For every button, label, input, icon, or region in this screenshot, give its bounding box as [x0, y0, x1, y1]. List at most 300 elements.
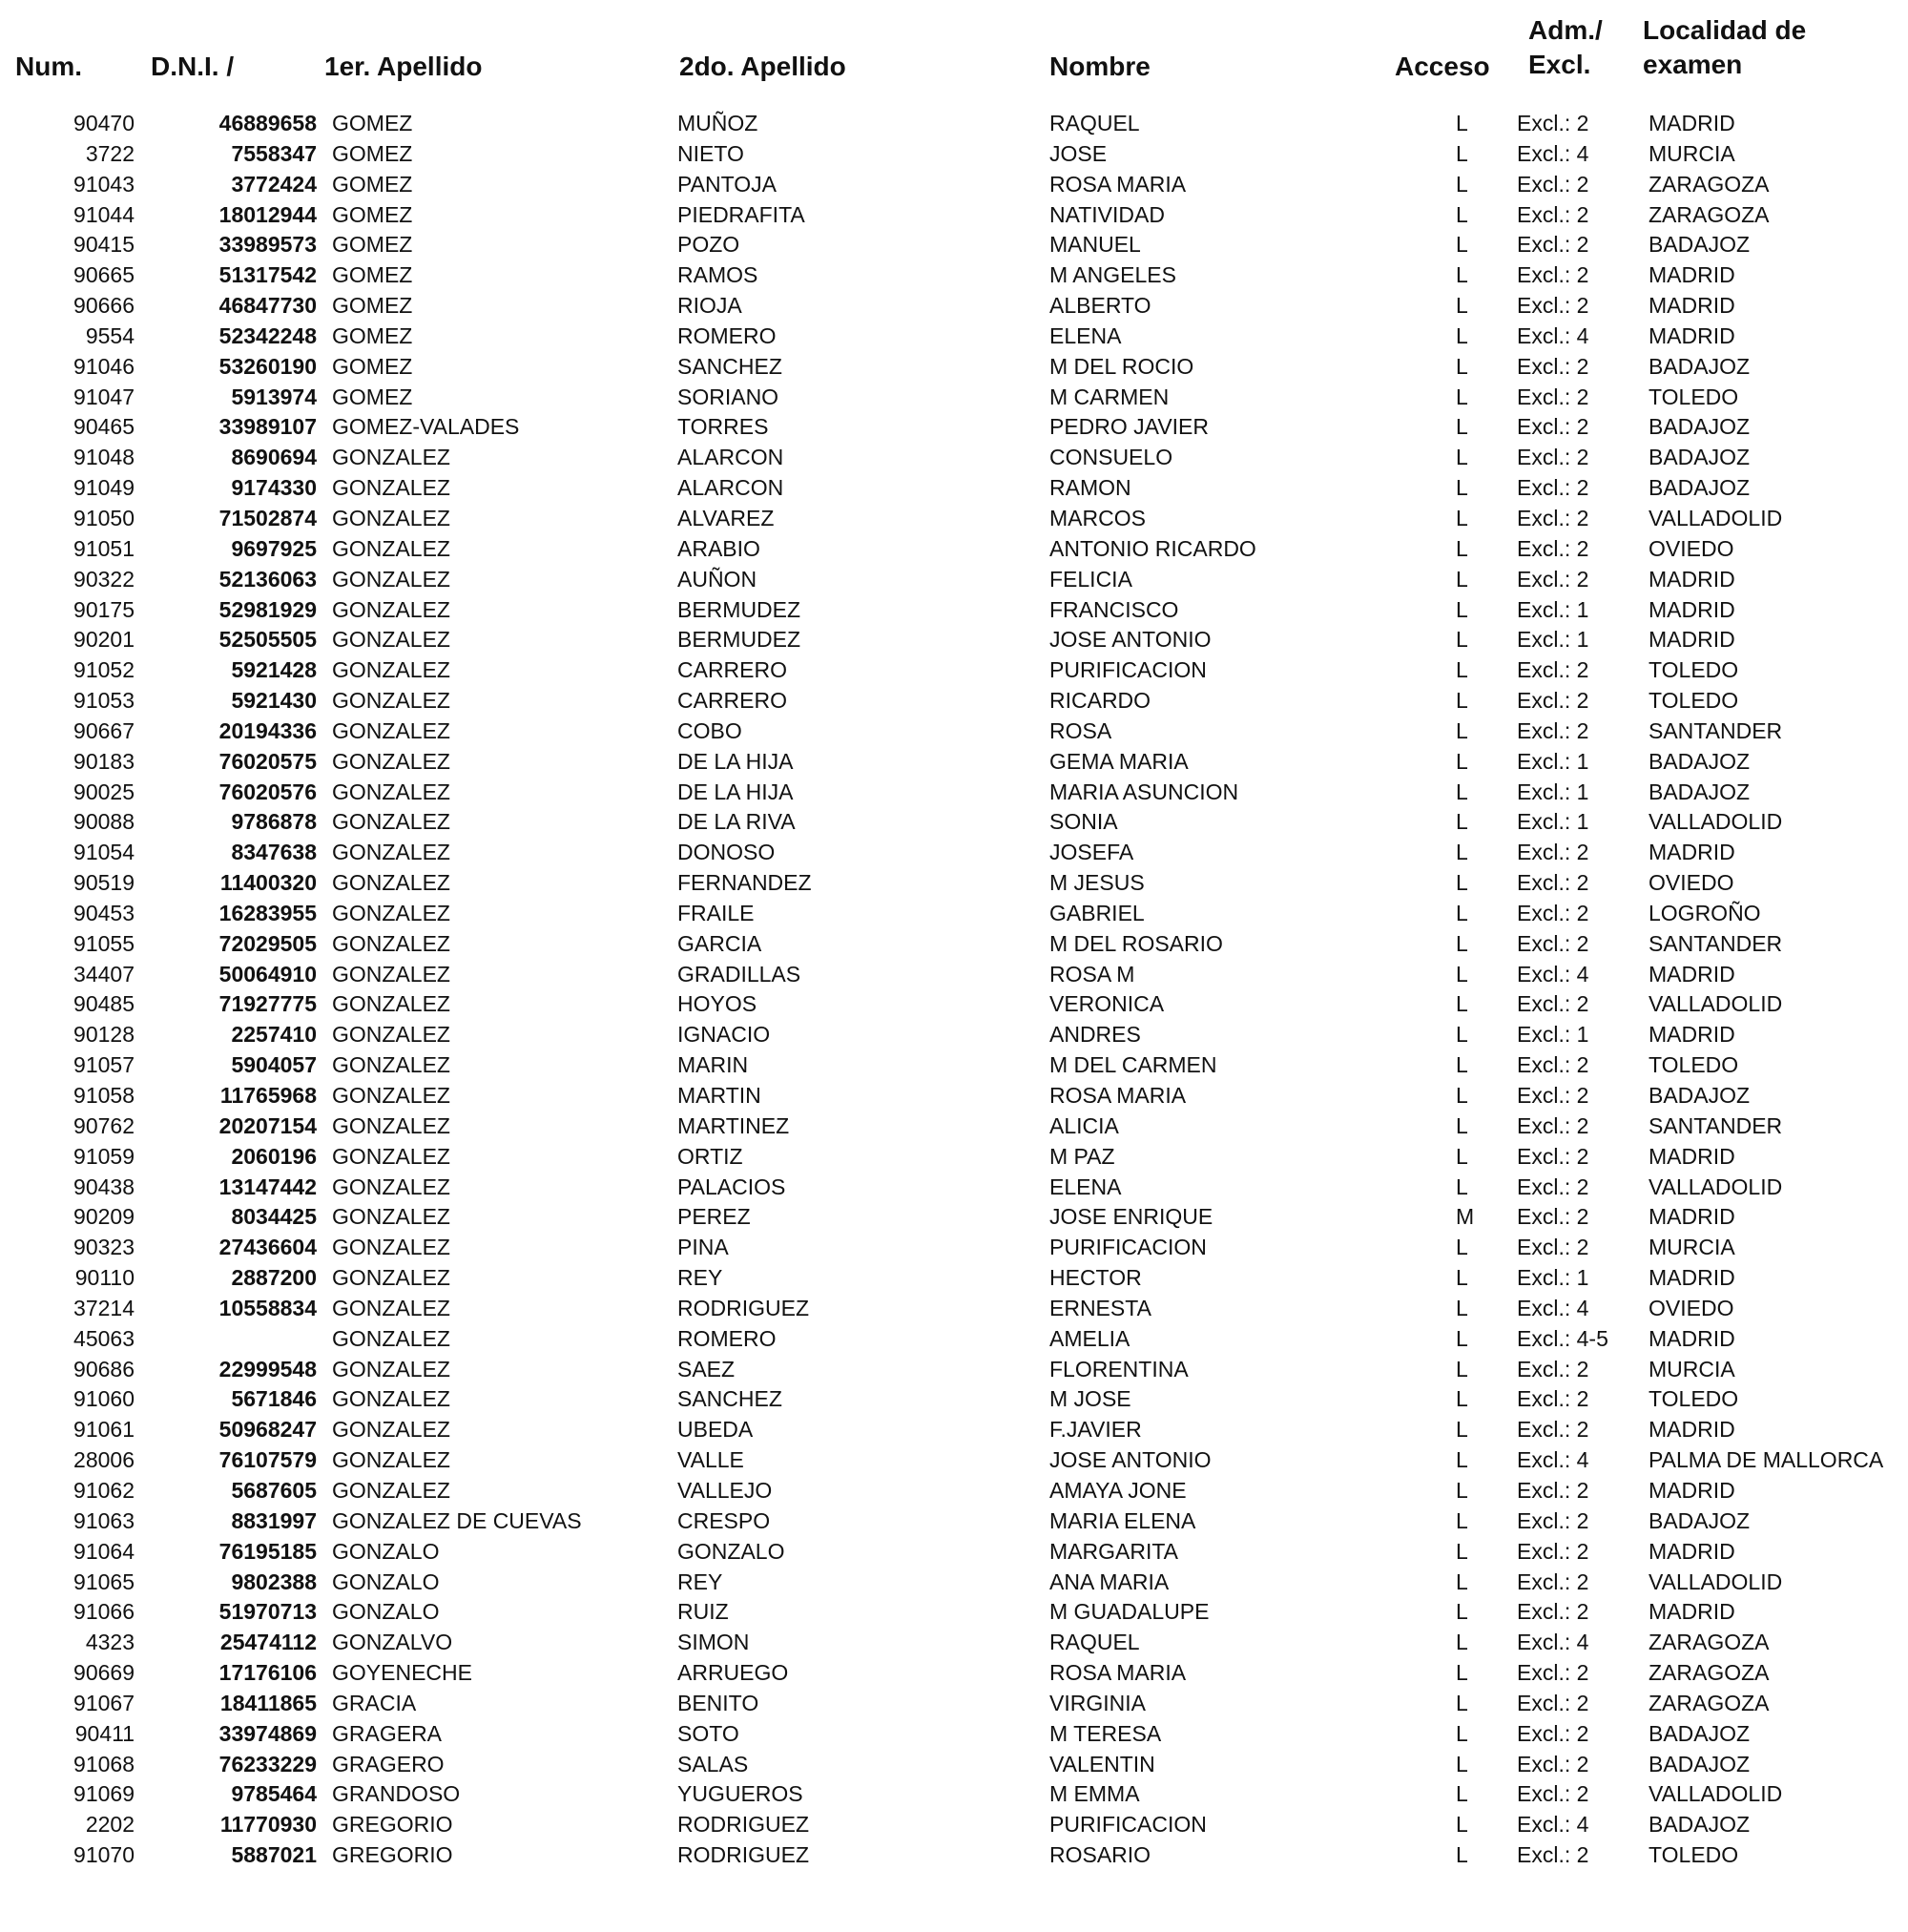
cell-num: 45063 [73, 1325, 135, 1351]
cell-num: 91068 [73, 1751, 135, 1776]
cell-adm-excl: Excl.: 2 [1517, 1781, 1589, 1807]
cell-acceso: L [1456, 111, 1468, 135]
cell-localidad: MADRID [1649, 293, 1735, 319]
cell-nombre: PURIFICACION [1049, 657, 1207, 683]
cell-localidad: MADRID [1649, 1477, 1735, 1503]
header-apellido-2: 2do. Apellido [679, 52, 846, 81]
cell-nombre: ROSA MARIA [1049, 1660, 1187, 1686]
table-row [0, 1263, 1908, 1294]
cell-dni: 33989573 [218, 232, 317, 258]
cell-dni: 5904057 [231, 1052, 317, 1078]
cell-apellido-2: DE LA HIJA [677, 748, 794, 774]
cell-apellido-1: GONZALEZ [332, 1417, 450, 1443]
cell-dni: 18012944 [218, 201, 317, 227]
cell-apellido-1: GONZALEZ [332, 1204, 450, 1230]
cell-acceso: L [1456, 991, 1468, 1017]
cell-apellido-1: GONZALEZ [332, 809, 450, 835]
cell-apellido-2: REY [677, 1265, 723, 1291]
cell-apellido-1: GONZALEZ [332, 717, 450, 743]
cell-localidad: MADRID [1649, 262, 1735, 288]
cell-nombre: M ANGELES [1049, 262, 1176, 288]
cell-adm-excl: Excl.: 2 [1517, 1538, 1589, 1564]
cell-num: 91052 [73, 657, 135, 683]
cell-nombre: M JOSE [1049, 1386, 1131, 1412]
table-row [0, 717, 1908, 747]
cell-num: 9554 [85, 322, 135, 348]
cell-localidad: VALLADOLID [1649, 1781, 1783, 1807]
cell-acceso: L [1456, 1265, 1468, 1291]
cell-localidad: VALLADOLID [1649, 809, 1783, 835]
cell-nombre: CONSUELO [1049, 445, 1173, 470]
cell-apellido-2: AUÑON [677, 566, 757, 592]
cell-dni: 8690694 [231, 445, 317, 470]
table-row [0, 322, 1908, 352]
cell-apellido-2: GRADILLAS [677, 961, 801, 987]
cell-acceso: L [1456, 1842, 1468, 1868]
cell-apellido-2: PIEDRAFITA [677, 201, 805, 227]
cell-dni: 22999548 [218, 1356, 317, 1381]
cell-num: 90411 [74, 1720, 135, 1746]
table-row [0, 352, 1908, 383]
cell-acceso: L [1456, 566, 1468, 592]
cell-apellido-1: GOMEZ [332, 111, 413, 135]
cell-nombre: PEDRO JAVIER [1049, 414, 1209, 440]
cell-localidad: BADAJOZ [1649, 445, 1751, 470]
cell-apellido-1: GOMEZ [332, 171, 413, 197]
cell-localidad: BADAJOZ [1649, 414, 1751, 440]
cell-num: 90110 [74, 1265, 135, 1291]
cell-acceso: L [1456, 1630, 1468, 1655]
cell-nombre: M CARMEN [1049, 384, 1170, 409]
cell-dni: 9697925 [231, 535, 317, 561]
cell-adm-excl: Excl.: 4 [1517, 140, 1589, 166]
cell-dni: 71927775 [218, 991, 317, 1017]
cell-apellido-1: GOMEZ [332, 322, 413, 348]
cell-dni: 11765968 [219, 1083, 317, 1108]
header-num: Num. [15, 52, 82, 81]
cell-adm-excl: Excl.: 2 [1517, 171, 1589, 197]
cell-nombre: M DEL CARMEN [1049, 1052, 1217, 1078]
header-localidad [1643, 13, 1806, 82]
cell-nombre: M TERESA [1049, 1720, 1162, 1746]
cell-apellido-2: ROMERO [677, 322, 777, 348]
cell-apellido-1: GONZALEZ [332, 1447, 450, 1473]
cell-acceso: L [1456, 688, 1468, 714]
cell-acceso: L [1456, 596, 1468, 622]
cell-acceso: L [1456, 1751, 1468, 1776]
table-row [0, 899, 1908, 929]
cell-dni: 2887200 [231, 1265, 317, 1291]
cell-apellido-2: POZO [677, 232, 740, 258]
table-row [0, 1476, 1908, 1506]
cell-acceso: L [1456, 414, 1468, 440]
table-row [0, 504, 1908, 534]
cell-acceso: L [1456, 1022, 1468, 1048]
cell-localidad: VALLADOLID [1649, 1568, 1783, 1594]
cell-num: 91054 [73, 840, 135, 865]
cell-nombre: ELENA [1049, 1174, 1122, 1199]
cell-adm-excl: Excl.: 2 [1517, 1720, 1589, 1746]
cell-acceso: L [1456, 900, 1468, 925]
cell-acceso: L [1456, 1720, 1468, 1746]
cell-apellido-1: GOMEZ [332, 384, 413, 409]
cell-acceso: M [1456, 1204, 1475, 1230]
cell-dni: 20207154 [218, 1112, 317, 1138]
table-row [0, 625, 1908, 655]
cell-nombre: SONIA [1049, 809, 1118, 835]
cell-num: 91046 [73, 353, 135, 379]
table-row [0, 383, 1908, 413]
table-row [0, 473, 1908, 504]
cell-apellido-1: GONZALEZ [332, 1477, 450, 1503]
table-row [0, 1384, 1908, 1415]
cell-adm-excl: Excl.: 2 [1517, 1386, 1589, 1412]
cell-apellido-1: GONZALO [332, 1538, 440, 1564]
table-row [0, 1355, 1908, 1385]
cell-dni: 76233229 [218, 1751, 317, 1776]
cell-acceso: L [1456, 1538, 1468, 1564]
cell-adm-excl: Excl.: 2 [1517, 870, 1589, 896]
cell-adm-excl: Excl.: 2 [1517, 657, 1589, 683]
cell-nombre: JOSEFA [1049, 840, 1134, 865]
cell-acceso: L [1456, 1112, 1468, 1138]
cell-apellido-1: GONZALEZ [332, 1356, 450, 1381]
table-row [0, 838, 1908, 868]
cell-dni: 9785464 [231, 1781, 317, 1807]
table-row [0, 1840, 1908, 1871]
cell-apellido-1: GONZALEZ [332, 1112, 450, 1138]
table-row [0, 747, 1908, 778]
cell-apellido-2: SIMON [677, 1630, 750, 1655]
cell-localidad: BADAJOZ [1649, 475, 1751, 501]
table-row [0, 200, 1908, 231]
cell-num: 91050 [73, 505, 135, 530]
cell-acceso: L [1456, 171, 1468, 197]
cell-dni: 9786878 [231, 809, 317, 835]
cell-localidad: TOLEDO [1649, 1842, 1739, 1868]
cell-num: 90762 [73, 1112, 135, 1138]
cell-apellido-1: GONZALEZ [332, 1052, 450, 1078]
cell-apellido-2: IGNACIO [677, 1022, 771, 1048]
cell-dni: 33974869 [218, 1720, 317, 1746]
cell-adm-excl: Excl.: 2 [1517, 566, 1589, 592]
cell-localidad: MADRID [1649, 1599, 1735, 1625]
table-row [0, 595, 1908, 626]
cell-adm-excl: Excl.: 2 [1517, 1356, 1589, 1381]
cell-apellido-2: DE LA RIVA [677, 809, 796, 835]
cell-apellido-2: SORIANO [677, 384, 779, 409]
cell-apellido-1: GONZALEZ [332, 535, 450, 561]
cell-nombre: PURIFICACION [1049, 1235, 1207, 1260]
cell-apellido-2: FERNANDEZ [677, 870, 812, 896]
cell-dni: 2257410 [231, 1022, 317, 1048]
cell-apellido-2: RODRIGUEZ [677, 1842, 809, 1868]
cell-apellido-1: GONZALEZ [332, 870, 450, 896]
cell-nombre: ROSA M [1049, 961, 1135, 987]
cell-apellido-2: DE LA HIJA [677, 779, 794, 804]
table-row [0, 1233, 1908, 1263]
cell-adm-excl: Excl.: 2 [1517, 232, 1589, 258]
cell-apellido-1: GONZALEZ [332, 627, 450, 653]
header-adm-line-1: Adm./ [1528, 15, 1603, 45]
cell-dni: 76020576 [218, 779, 317, 804]
cell-adm-excl: Excl.: 2 [1517, 717, 1589, 743]
cell-acceso: L [1456, 961, 1468, 987]
cell-nombre: AMAYA JONE [1049, 1477, 1187, 1503]
cell-dni: 5671846 [231, 1386, 317, 1412]
cell-apellido-1: GONZALEZ [332, 1143, 450, 1169]
cell-apellido-1: GONZALEZ [332, 688, 450, 714]
cell-dni: 5887021 [231, 1842, 317, 1868]
cell-acceso: L [1456, 293, 1468, 319]
cell-apellido-2: CARRERO [677, 688, 788, 714]
cell-acceso: L [1456, 475, 1468, 501]
cell-nombre: NATIVIDAD [1049, 201, 1165, 227]
cell-dni: 2060196 [231, 1143, 317, 1169]
cell-dni: 11770930 [219, 1812, 317, 1838]
cell-localidad: OVIEDO [1649, 1295, 1734, 1320]
cell-acceso: L [1456, 1356, 1468, 1381]
cell-adm-excl: Excl.: 2 [1517, 1174, 1589, 1199]
cell-localidad: MADRID [1649, 1265, 1735, 1291]
cell-nombre: FRANCISCO [1049, 596, 1179, 622]
cell-apellido-1: GREGORIO [332, 1842, 453, 1868]
cell-nombre: MARGARITA [1049, 1538, 1179, 1564]
cell-acceso: L [1456, 1235, 1468, 1260]
cell-apellido-1: GONZALEZ [332, 779, 450, 804]
cell-dni: 7558347 [231, 140, 317, 166]
cell-num: 90667 [73, 717, 135, 743]
cell-dni: 17176106 [218, 1660, 317, 1686]
cell-acceso: L [1456, 748, 1468, 774]
cell-dni: 25474112 [219, 1630, 317, 1655]
cell-apellido-2: RODRIGUEZ [677, 1295, 809, 1320]
cell-apellido-2: RODRIGUEZ [677, 1812, 809, 1838]
cell-apellido-2: ARRUEGO [677, 1660, 789, 1686]
cell-nombre: RAQUEL [1049, 1630, 1140, 1655]
cell-apellido-2: CARRERO [677, 657, 788, 683]
cell-acceso: L [1456, 1812, 1468, 1838]
cell-adm-excl: Excl.: 2 [1517, 1507, 1589, 1533]
cell-adm-excl: Excl.: 2 [1517, 900, 1589, 925]
cell-acceso: L [1456, 1083, 1468, 1108]
cell-apellido-2: PEREZ [677, 1204, 751, 1230]
cell-num: 91060 [73, 1386, 135, 1412]
table-row [0, 1111, 1908, 1142]
cell-adm-excl: Excl.: 2 [1517, 505, 1589, 530]
cell-apellido-2: YUGUEROS [677, 1781, 803, 1807]
cell-acceso: L [1456, 627, 1468, 653]
cell-apellido-1: GONZALEZ [332, 475, 450, 501]
cell-adm-excl: Excl.: 2 [1517, 688, 1589, 714]
cell-apellido-1: GOMEZ [332, 201, 413, 227]
cell-adm-excl: Excl.: 1 [1517, 596, 1589, 622]
table-row [0, 170, 1908, 200]
cell-acceso: L [1456, 870, 1468, 896]
cell-num: 91057 [73, 1052, 135, 1078]
cell-num: 91051 [73, 535, 135, 561]
cell-apellido-2: RIOJA [677, 293, 742, 319]
cell-num: 91053 [73, 688, 135, 714]
cell-apellido-1: GONZALEZ [332, 840, 450, 865]
table-row [0, 1658, 1908, 1689]
cell-nombre: JOSE ANTONIO [1049, 1447, 1212, 1473]
cell-dni: 9802388 [231, 1568, 317, 1594]
cell-dni: 5687605 [231, 1477, 317, 1503]
table-row [0, 1506, 1908, 1537]
cell-apellido-2: CRESPO [677, 1507, 771, 1533]
table-row [0, 655, 1908, 686]
cell-localidad: MADRID [1649, 1325, 1735, 1351]
cell-adm-excl: Excl.: 2 [1517, 445, 1589, 470]
cell-localidad: MADRID [1649, 566, 1735, 592]
cell-dni: 46847730 [218, 293, 317, 319]
cell-apellido-1: GONZALEZ [332, 505, 450, 530]
cell-dni: 76020575 [218, 748, 317, 774]
cell-num: 90415 [73, 232, 135, 258]
cell-adm-excl: Excl.: 4 [1517, 961, 1589, 987]
cell-num: 90128 [73, 1022, 135, 1048]
cell-localidad: BADAJOZ [1649, 353, 1751, 379]
cell-num: 90665 [73, 262, 135, 288]
cell-apellido-1: GONZALEZ [332, 1295, 450, 1320]
cell-num: 91055 [73, 930, 135, 956]
cell-apellido-2: COBO [677, 717, 742, 743]
cell-adm-excl: Excl.: 1 [1517, 1022, 1589, 1048]
cell-dni: 50064910 [218, 961, 317, 987]
cell-acceso: L [1456, 1174, 1468, 1199]
cell-dni: 52505505 [218, 627, 317, 653]
cell-nombre: MARIA ASUNCION [1049, 779, 1239, 804]
cell-apellido-1: GONZALEZ [332, 596, 450, 622]
cell-adm-excl: Excl.: 2 [1517, 1599, 1589, 1625]
cell-nombre: ALICIA [1049, 1112, 1119, 1138]
cell-apellido-2: ALARCON [677, 475, 784, 501]
cell-apellido-2: FRAILE [677, 900, 755, 925]
cell-adm-excl: Excl.: 1 [1517, 627, 1589, 653]
cell-num: 91065 [73, 1568, 135, 1594]
cell-nombre: ANA MARIA [1049, 1568, 1170, 1594]
cell-localidad: MADRID [1649, 840, 1735, 865]
cell-dni: 9174330 [231, 475, 317, 501]
cell-adm-excl: Excl.: 2 [1517, 991, 1589, 1017]
cell-apellido-1: GRACIA [332, 1690, 417, 1715]
cell-acceso: L [1456, 717, 1468, 743]
cell-localidad: OVIEDO [1649, 870, 1734, 896]
cell-adm-excl: Excl.: 2 [1517, 1204, 1589, 1230]
cell-num: 90175 [73, 596, 135, 622]
cell-apellido-2: MARIN [677, 1052, 749, 1078]
cell-apellido-1: GONZALEZ [332, 961, 450, 987]
cell-dni: 33989107 [218, 414, 317, 440]
cell-localidad: SANTANDER [1649, 717, 1783, 743]
cell-acceso: L [1456, 779, 1468, 804]
cell-adm-excl: Excl.: 2 [1517, 1112, 1589, 1138]
cell-localidad: ZARAGOZA [1649, 1690, 1770, 1715]
cell-apellido-2: UBEDA [677, 1417, 754, 1443]
table-row [0, 260, 1908, 291]
cell-adm-excl: Excl.: 2 [1517, 414, 1589, 440]
cell-nombre: ERNESTA [1049, 1295, 1151, 1320]
cell-nombre: JOSE ENRIQUE [1049, 1204, 1213, 1230]
cell-apellido-1: GONZALEZ [332, 445, 450, 470]
cell-localidad: VALLADOLID [1649, 505, 1783, 530]
cell-acceso: L [1456, 1417, 1468, 1443]
cell-apellido-1: GRANDOSO [332, 1781, 461, 1807]
cell-apellido-1: GONZALEZ [332, 1265, 450, 1291]
cell-dni: 18411865 [219, 1690, 317, 1715]
cell-dni: 76107579 [218, 1447, 317, 1473]
cell-acceso: L [1456, 535, 1468, 561]
cell-nombre: FLORENTINA [1049, 1356, 1189, 1381]
cell-dni: 5921430 [231, 688, 317, 714]
table-row [0, 1779, 1908, 1810]
cell-nombre: RAQUEL [1049, 111, 1140, 135]
table-row [0, 565, 1908, 595]
cell-apellido-1: GONZALEZ [332, 991, 450, 1017]
cell-acceso: L [1456, 1447, 1468, 1473]
table-row [0, 1689, 1908, 1719]
cell-adm-excl: Excl.: 4 [1517, 1812, 1589, 1838]
cell-num: 91062 [73, 1477, 135, 1503]
cell-localidad: MADRID [1649, 1143, 1735, 1169]
table-row [0, 929, 1908, 960]
cell-localidad: TOLEDO [1649, 384, 1739, 409]
table-row [0, 807, 1908, 838]
cell-localidad: MADRID [1649, 1204, 1735, 1230]
cell-nombre: ROSA MARIA [1049, 171, 1187, 197]
cell-apellido-2: BERMUDEZ [677, 627, 801, 653]
cell-nombre: M DEL ROCIO [1049, 353, 1194, 379]
cell-num: 91044 [73, 201, 135, 227]
table-row [0, 1081, 1908, 1111]
cell-adm-excl: Excl.: 2 [1517, 1052, 1589, 1078]
table-row [0, 1142, 1908, 1173]
cell-nombre: ELENA [1049, 322, 1122, 348]
cell-nombre: HECTOR [1049, 1265, 1142, 1291]
cell-localidad: MADRID [1649, 1538, 1735, 1564]
cell-dni: 52136063 [218, 566, 317, 592]
cell-adm-excl: Excl.: 2 [1517, 930, 1589, 956]
table-row [0, 1173, 1908, 1203]
cell-num: 90438 [73, 1174, 135, 1199]
cell-num: 90465 [73, 414, 135, 440]
cell-dni: 50968247 [218, 1417, 317, 1443]
cell-adm-excl: Excl.: 2 [1517, 1660, 1589, 1686]
cell-apellido-1: GOMEZ [332, 293, 413, 319]
cell-num: 90088 [73, 809, 135, 835]
cell-localidad: LOGROÑO [1649, 900, 1761, 925]
table-row [0, 1294, 1908, 1324]
cell-nombre: VERONICA [1049, 991, 1165, 1017]
cell-apellido-1: GOMEZ [332, 262, 413, 288]
table-row [0, 139, 1908, 170]
cell-localidad: BADAJOZ [1649, 1812, 1751, 1838]
cell-adm-excl: Excl.: 2 [1517, 1143, 1589, 1169]
cell-apellido-2: RAMOS [677, 262, 758, 288]
cell-acceso: L [1456, 445, 1468, 470]
cell-acceso: L [1456, 322, 1468, 348]
cell-dni: 13147442 [218, 1174, 317, 1199]
cell-nombre: M DEL ROSARIO [1049, 930, 1223, 956]
cell-apellido-2: SANCHEZ [677, 1386, 782, 1412]
cell-localidad: TOLEDO [1649, 688, 1739, 714]
cell-num: 4323 [85, 1630, 135, 1655]
cell-apellido-1: GONZALEZ [332, 1022, 450, 1048]
cell-acceso: L [1456, 1507, 1468, 1533]
cell-acceso: L [1456, 1325, 1468, 1351]
cell-apellido-1: GONZALVO [332, 1630, 453, 1655]
